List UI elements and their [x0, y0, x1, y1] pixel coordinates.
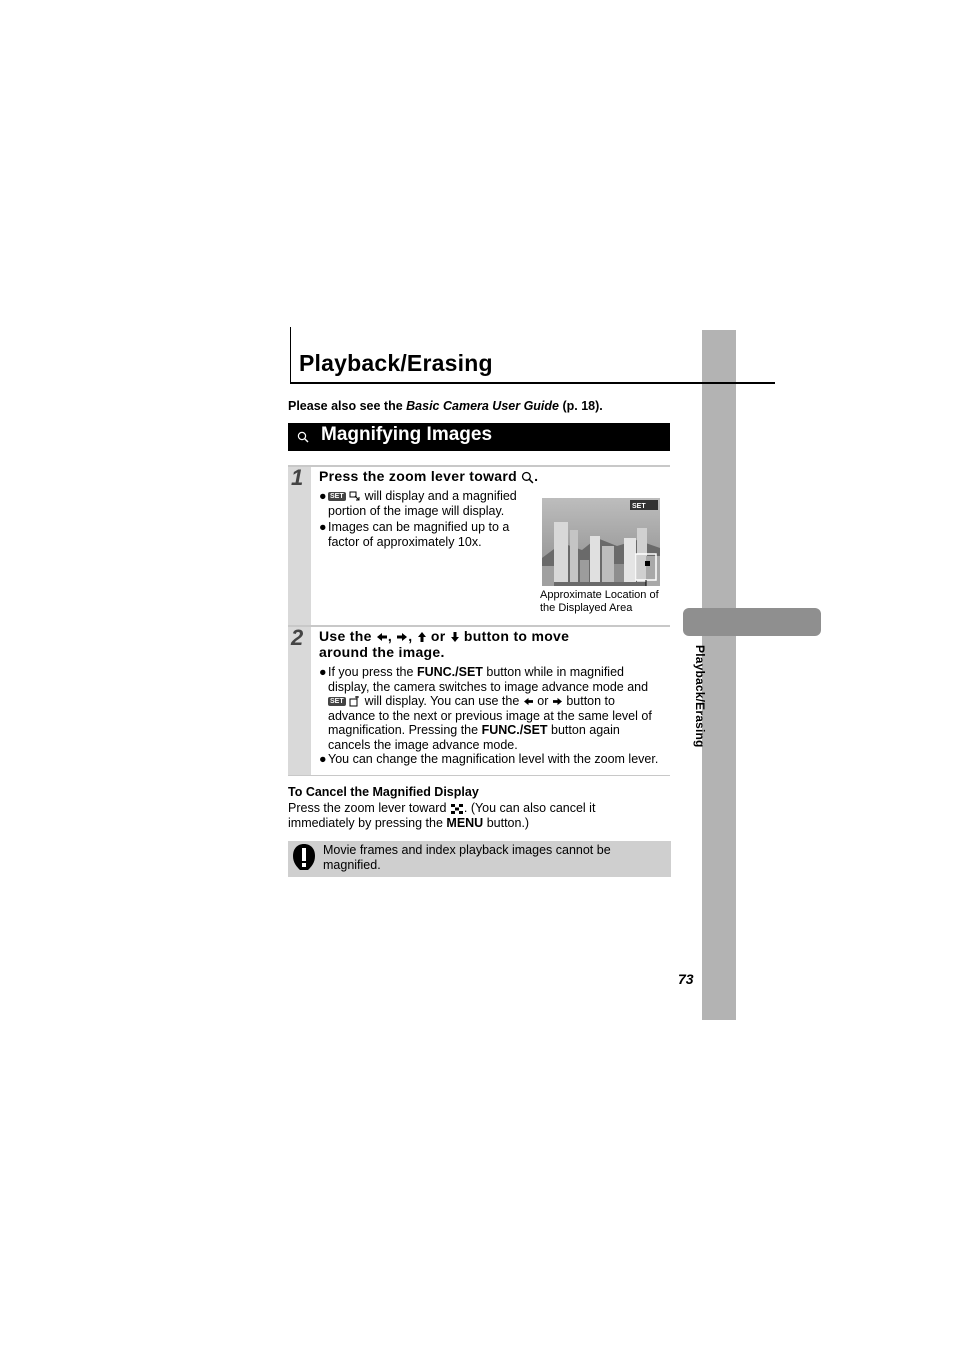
down-arrow-icon — [450, 631, 460, 643]
list-item: ● Images can be magnified up to a factor of approximately 10x. — [319, 520, 510, 549]
side-bar — [702, 330, 736, 1020]
image-advance-icon — [349, 696, 361, 707]
right-arrow-icon — [552, 697, 563, 706]
set-badge-icon: SET — [330, 493, 344, 501]
subsection-heading: To Cancel the Magnified Display — [288, 785, 479, 799]
zoom-in-arrow-icon — [349, 491, 361, 502]
caution-note — [288, 841, 671, 877]
up-arrow-icon — [417, 631, 427, 643]
caution-text: Movie frames and index playback images cannot be magnified. — [323, 843, 611, 872]
side-tab-label: Playback/Erasing — [693, 645, 707, 748]
guide-title: Basic Camera User Guide — [406, 399, 559, 413]
set-badge-icon: SET — [330, 698, 344, 706]
photo-caption: Approximate Location of the Displayed Area — [540, 589, 659, 614]
list-item: ● SET will display and a magnified portion of the image will display. — [319, 489, 517, 518]
step-number: 2 — [291, 625, 304, 650]
list-item: ● You can change the magnification level with the zoom lever. — [319, 752, 659, 766]
step-heading: Use the , , or button to move around the image. — [319, 628, 570, 660]
chapter-title: Playback/Erasing — [299, 350, 493, 376]
step-heading: Press the zoom lever toward . — [319, 468, 539, 484]
left-arrow-icon — [523, 697, 534, 706]
city-photo-image — [542, 498, 660, 586]
index-display-icon — [450, 803, 464, 815]
magnify-icon — [297, 431, 309, 443]
svg-text:SET: SET — [632, 503, 646, 510]
see-also-note: Please also see the Basic Camera User Guide (p. 18). — [288, 399, 603, 413]
section-header — [288, 423, 670, 451]
left-arrow-icon — [376, 632, 388, 642]
right-arrow-icon — [396, 632, 408, 642]
magnified-photo — [542, 498, 660, 586]
magnify-icon — [521, 471, 534, 484]
caution-icon — [291, 843, 317, 873]
page-number: 73 — [678, 971, 694, 987]
section-title: Magnifying Images — [321, 424, 493, 445]
chapter-rule-vertical — [290, 327, 291, 383]
step-2 — [288, 625, 670, 776]
subsection-body: Press the zoom lever toward . (You can also cancel it immediately by pressing the MENU button.) — [288, 801, 596, 830]
chapter-tab — [683, 608, 821, 636]
step-divider — [288, 465, 670, 467]
step-divider — [288, 625, 670, 627]
step-number: 1 — [291, 465, 304, 490]
chapter-rule-horizontal — [290, 382, 775, 384]
list-item: ● If you press the FUNC./SET button while in magnified display, the camera switches to image advance mode and SET will display. You can use the or button to advance to the next or previous image at the same level of magnification. Pressing the FUNC./SET button again cancels the image advance mode. — [319, 665, 652, 752]
